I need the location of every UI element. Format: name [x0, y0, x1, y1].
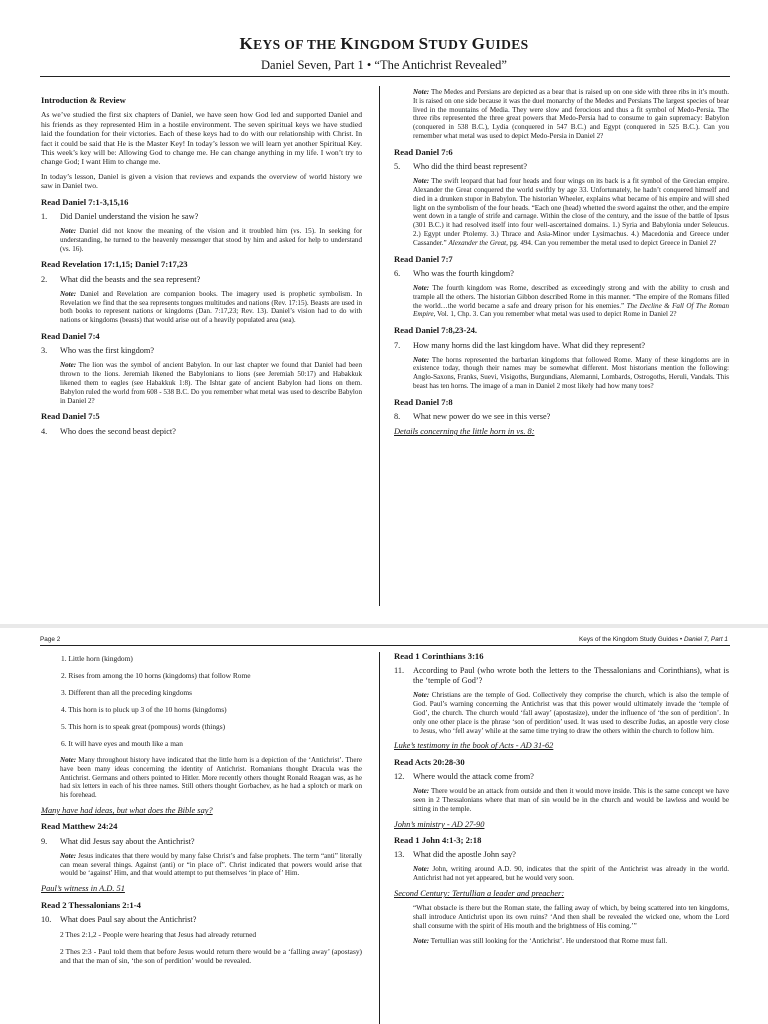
question: 9. What did Jesus say about the Antichrist?: [41, 836, 195, 846]
header-rule: [40, 645, 730, 646]
subsection-link[interactable]: Many have had ideas, but what does the Bible say?: [41, 805, 213, 815]
page-two: [0, 628, 768, 1024]
note: Note: The fourth kingdom was Rome, described as exceedingly strong and with the ability to crush and trample all the others. The historian Gibbon described Rome in this manner. “The empire of the Romans filled the world…the world became a safe and dreary prison for his enemies.” The Decline & Fall Of The Roman Empire, Vol. 1, Chp. 3. Can you remember what metal was used to depict Rome in Daniel 2?: [413, 283, 729, 319]
note: Note: Many throughout history have indicated that the little horn is a depiction of the ‘Antichrist’. There have been many ideas concerning the identity of Antichrist. Romanians thought Dracula was the Antichrist. Germans and others pointed to Hitler. More recently others thought Ronald Reagan was, as he had six letters in each of his three names. Still others thought Gorbachev, as he had a splotch or mark on his forehead.: [60, 756, 362, 800]
scripture-reading: Read Daniel 7:8,23-24.: [394, 325, 478, 336]
subsection-link[interactable]: Second Century: Tertullian a leader and preacher:: [394, 889, 565, 898]
document-header: [0, 34, 768, 73]
list-item: 2. Rises from among the 10 horns (kingdoms) that follow Rome: [61, 671, 251, 680]
quotation: “What obstacle is there but the Roman state, the falling away of which, by being scattered into ten kingdoms, shall introduce Antichrist upon its own ruins? ‘And then shall be revealed the wicked one, whom the Lord shall consume with the spirit of His mouth and the brightness of His coming.’”: [413, 904, 729, 930]
subsection-link[interactable]: Details concerning the little horn in vs. 8:: [394, 427, 535, 437]
list-item: 1. Little horn (kingdom): [61, 654, 133, 663]
document-subtitle: Daniel Seven, Part 1 • “The Antichrist Revealed”: [261, 58, 507, 72]
note: Note: The Medes and Persians are depicted as a bear that is raised up on one side with three ribs in it’s mouth. It is raised on one side because it was the duel monarchy of the Medes and Persians The largest species of bear lived in the mountains of Media. They were slow and ferocious and thus a fit symbol of Medo-Persia. The three ribs represented the three great powers that Medo-Persia had to consume to gain supremacy: Babylon (conquered in 538 B.C.), Lydia (conquered in 547 B.C.) and Egypt (conquered in 525 B.C.). Can you remember what metal was used to depict Medo-Persia in Daniel 2?: [413, 88, 729, 140]
right-column: [394, 88, 729, 443]
question: 12. Where would the attack come from?: [394, 772, 534, 782]
intro-paragraph: As we’ve studied the first six chapters of Daniel, we have seen how God led and supported Daniel and his friends as they represented Him in a hostile environment. The seven spiritual keys we have studied laid the foundation for their victories. Each of these keys had to do with our relationship with Christ. In fact it could be said that He is the Master Key! In today’s lesson we will learn yet another Spiritual Key. This week’s key will be: Allowing God to change me. He can change anything in my life. I won’t try to change God; I want Him to change me.: [41, 110, 362, 167]
document-title: KEYS OF THE KINGDOM STUDY GUIDES: [239, 34, 529, 53]
question: 6. Who was the fourth kingdom?: [394, 268, 514, 278]
scripture-reading: Read Daniel 7:5: [41, 411, 100, 422]
right-column: [394, 652, 729, 952]
list-item: 4. This horn is to pluck up 3 of the 10 horns (kingdoms): [61, 705, 227, 714]
note: Note: The horns represented the barbarian kingdoms that followed Rome. Many of these kingdoms are in existence today, though their names may be somewhat different. Most historians mention the following: Anglo-Saxons, Franks, Suevi, Visigoths, Burgundians, Alemanni, Lombards, Ostrogoths, Heruli, Vandals. This beast has ten horns. The image of a man in Daniel 2 most likely had how many toes?: [413, 355, 729, 390]
question: 1. Did Daniel understand the vision he saw?: [41, 212, 199, 222]
note: Note: Daniel and Revelation are companion books. The imagery used is prophetic symbolism. In Revelation we find that the sea represents tongues multitudes and nations (Rev. 17:15). Beasts are used in both books to represent nations or kingdoms (Dan. 7:17,23; Rev. 13). Daniel’s vision had to do with nations or kingdoms (beasts) that would arise out of a heavily populated area (sea).: [60, 289, 362, 325]
note: Note: The swift leopard that had four heads and four wings on its back is a fit symbol of the Grecian empire. Alexander the Great conquered the world swiftly by age 33. Unfortunately, he hadn’t conquered himself and died in a drunken stupor in Babylon. The historian Wheeler, explains what became of his empire and will shed light on the symbolism of the four heads. “Each one (head) whetted the sword against the other, and the empire went down in a tangle of strife and carnage. Within the close of the century, and the issue of the battle of Ipsus (301 B.C.) it had resolved itself into four well-ascertained domains. 1.) Syria and Babylonia under Seleucus. 2.) Egypt under Ptolemy. 3.) Thrace and Asia-Minor under Lysimachus. 4.) Macedonia and Greece under Cassander.” Alexander the Great, pg. 494. Can you remember the metal used to depict Greece in Daniel 2?: [413, 177, 729, 247]
note: Note: Jesus indicates that there would by many false Christ’s and false prophets. The term “anti” literally can mean several things. Against (anti) or “in place of”. Christ indicated that powers would arise that would be ‘against’ Him, and that would attempt to put themselves ‘in place of’ Him.: [60, 851, 362, 878]
left-column: [41, 96, 362, 442]
section-heading: Introduction & Review: [41, 95, 126, 105]
question: 13. What did the apostle John say?: [394, 850, 516, 860]
note: Note: There would be an attack from outside and then it would move inside. This is the same concept we have seen in 2 Thessalonians where that man of sin would be in the church and would be lawless and would be sitting in the temple.: [413, 787, 729, 813]
header-rule-right: [388, 76, 730, 77]
page-number: Page 2: [40, 636, 61, 643]
subsection-link[interactable]: John’s ministry - AD 27-90: [394, 819, 485, 829]
question: 5. Who did the third beast represent?: [394, 162, 528, 172]
column-divider: [379, 86, 380, 606]
scripture-reading: Read Daniel 7:4: [41, 331, 100, 342]
scripture-reading: Read 1 John 4:1-3; 2:18: [394, 835, 482, 845]
note: Note: Christians are the temple of God. Collectively they comprise the church, which is also the temple of God. Paul’s warning concerning the Antichrist was that this power would ultimately invade the ‘temple of God’, the church. The church would ‘fall away’ (apostasize), under the influence of ‘the son of perdition’. In only one other place is the phrase ‘son of perdition’ used. It was used to describe Judas, an apostle very close to Jesus, who ‘fell away’ while at the same time trying to draw the others within the church to follow him.: [413, 691, 729, 735]
column-divider: [379, 652, 380, 1024]
list-item: 2 Thes 2:1,2 - People were hearing that Jesus had already returned: [60, 930, 257, 939]
scripture-reading: Read Daniel 7:1-3,15,16: [41, 196, 129, 207]
little-horn-list: [41, 654, 362, 748]
running-header: Keys of the Kingdom Study Guides • Daniel 7, Part 1: [579, 636, 728, 643]
left-column: [41, 654, 362, 973]
scripture-reading: Read Acts 20:28-30: [394, 756, 465, 767]
question: 11. According to Paul (who wrote both the letters to the Thessalonians and Corinthians), what is the ‘temple of God’?: [394, 666, 729, 686]
question: 10. What does Paul say about the Antichrist?: [41, 915, 197, 924]
scripture-reading: Read 2 Thessalonians 2:1-4: [41, 899, 141, 910]
scripture-reading: Read Matthew 24:24: [41, 821, 118, 832]
question: 2. What did the beasts and the sea represent?: [41, 274, 201, 284]
question: 3. Who was the first kingdom?: [41, 346, 155, 356]
question: 8. What new power do we see in this verse?: [394, 412, 551, 422]
note: Note: Daniel did not know the meaning of the vision and it troubled him (vs. 15). In seeking for understanding, he turned to the heavenly messenger that stood by him and asked for help to understand (vs. 16).: [60, 227, 362, 253]
note: Note: The lion was the symbol of ancient Babylon. In our last chapter we found that Daniel had been thrown to the lions. Jeremiah likened the Babylonians to lions (see Jeremiah 50:17) and Habakkuk likened them to eagles (see Habakkuk 1:8). The Ishtar gate of ancient Babylon had lions on them. Babylon ruled the world from 608 - 538 B.C. Do you remember what metal was used to describe Babylon in Daniel 2?: [60, 361, 362, 405]
list-item: 3. Different than all the preceding kingdoms: [61, 688, 193, 697]
question: 4. Who does the second beast depict?: [41, 426, 176, 436]
scripture-reading: Read Daniel 7:7: [394, 253, 453, 264]
list-item: 2 Thes 2:3 - Paul told them that before Jesus would return there would be a ‘falling away’ (apostasy) and that the man of sin, ‘the son of perdition’ would be revealed.: [60, 947, 362, 965]
scripture-reading: Read Daniel 7:8: [394, 396, 453, 407]
intro-paragraph: In today’s lesson, Daniel is given a vision that reviews and expands the overview of world history we saw in Daniel two.: [41, 171, 362, 191]
header-rule-left: [40, 76, 388, 77]
list-item: 5. This horn is to speak great (pompous) words (things): [61, 722, 226, 731]
scripture-reading: Read Daniel 7:6: [394, 146, 453, 157]
note: Note: John, writing around A.D. 90, indicates that the spirit of the Antichrist was already in the world. Antichrist had not yet appeared, but he would very soon.: [413, 865, 729, 883]
question: 7. How many horns did the last kingdom have. What did they represent?: [394, 340, 646, 350]
subsection-link[interactable]: Paul’s witness in A.D. 51: [41, 884, 125, 894]
list-item: 6. It will have eyes and mouth like a man: [61, 739, 183, 748]
scripture-reading: Read Revelation 17:1,15; Daniel 7:17,23: [41, 259, 188, 270]
subsection-link[interactable]: Luke’s testimony in the book of Acts - AD 31-62: [394, 741, 554, 751]
note: Note: Tertullian was still looking for the ‘Antichrist’. He understood that Rome must fall.: [413, 936, 668, 945]
scripture-reading: Read 1 Corinthians 3:16: [394, 651, 484, 661]
